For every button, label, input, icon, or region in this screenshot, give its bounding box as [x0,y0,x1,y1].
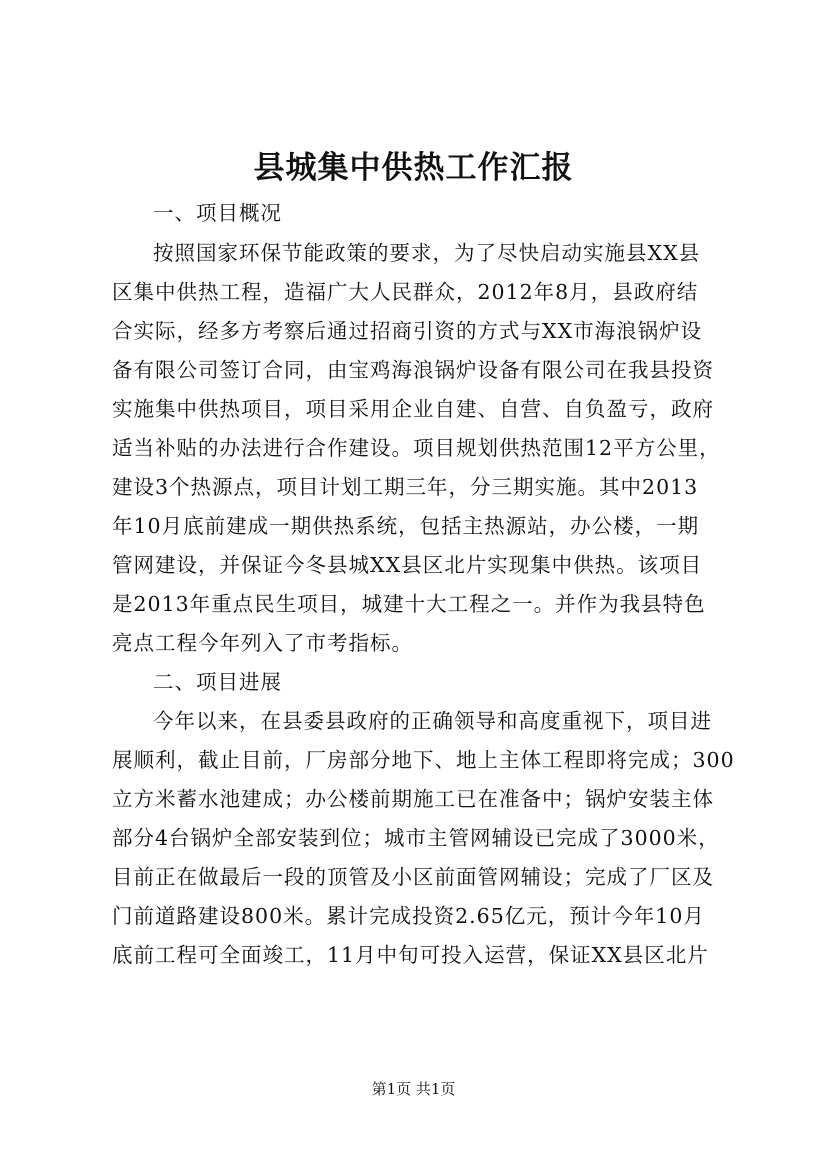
paragraph-line: 管网建设，并保证今冬县城XX县区北片实现集中供热。该项目 [112,553,703,577]
paragraph-line: 年10月底前建成一期供热系统，包括主热源站，办公楼，一期 [112,514,700,538]
paragraph-line: 适当补贴的办法进行合作建设。项目规划供热范围12平方公里， [112,436,721,460]
paragraph-line: 部分4台锅炉全部安装到位；城市主管网辅设已完成了3000米， [112,826,720,850]
paragraph-line: 今年以来，在县委县政府的正确领导和高度重视下，项目进 [153,709,712,733]
paragraph-line: 门前道路建设800米。累计完成投资2.65亿元，预计今年10月 [112,904,705,928]
paragraph-line: 实施集中供热项目，项目采用企业自建、自营、自负盈亏，政府 [112,397,714,421]
paragraph-line: 建设3个热源点，项目计划工期三年，分三期实施。其中2013 [112,475,699,499]
document-title: 县城集中供热工作汇报 [253,150,574,186]
section-heading-progress: 二、项目进展 [153,670,282,694]
paragraph-line: 是2013年重点民生项目，城建十大工程之一。并作为我县特色 [112,592,706,616]
paragraph-line: 按照国家环保节能政策的要求，为了尽快启动实施县XX县 [153,241,701,265]
page-footer: 第1页 共1页 [371,1080,456,1098]
paragraph-line: 亮点工程今年列入了市考指标。 [112,631,413,655]
paragraph-line: 立方米蓄水池建成；办公楼前期施工已在准备中；锅炉安装主体 [112,787,714,811]
section-heading-overview: 一、项目概况 [153,201,282,225]
paragraph-line: 合实际，经多方考察后通过招商引资的方式与XX市海浪锅炉设 [112,319,703,343]
paragraph-line: 展顺利，截止目前，厂房部分地下、地上主体工程即将完成；300 [112,748,735,772]
paragraph-line: 区集中供热工程，造福广大人民群众，2012年8月，县政府结 [112,280,699,304]
paragraph-line: 备有限公司签订合同，由宝鸡海浪锅炉设备有限公司在我县投资 [112,358,714,382]
paragraph-line: 目前正在做最后一段的顶管及小区前面管网辅设；完成了厂区及 [112,865,714,889]
paragraph-line: 底前工程可全面竣工，11月中旬可投入运营，保证XX县区北片 [112,943,709,967]
